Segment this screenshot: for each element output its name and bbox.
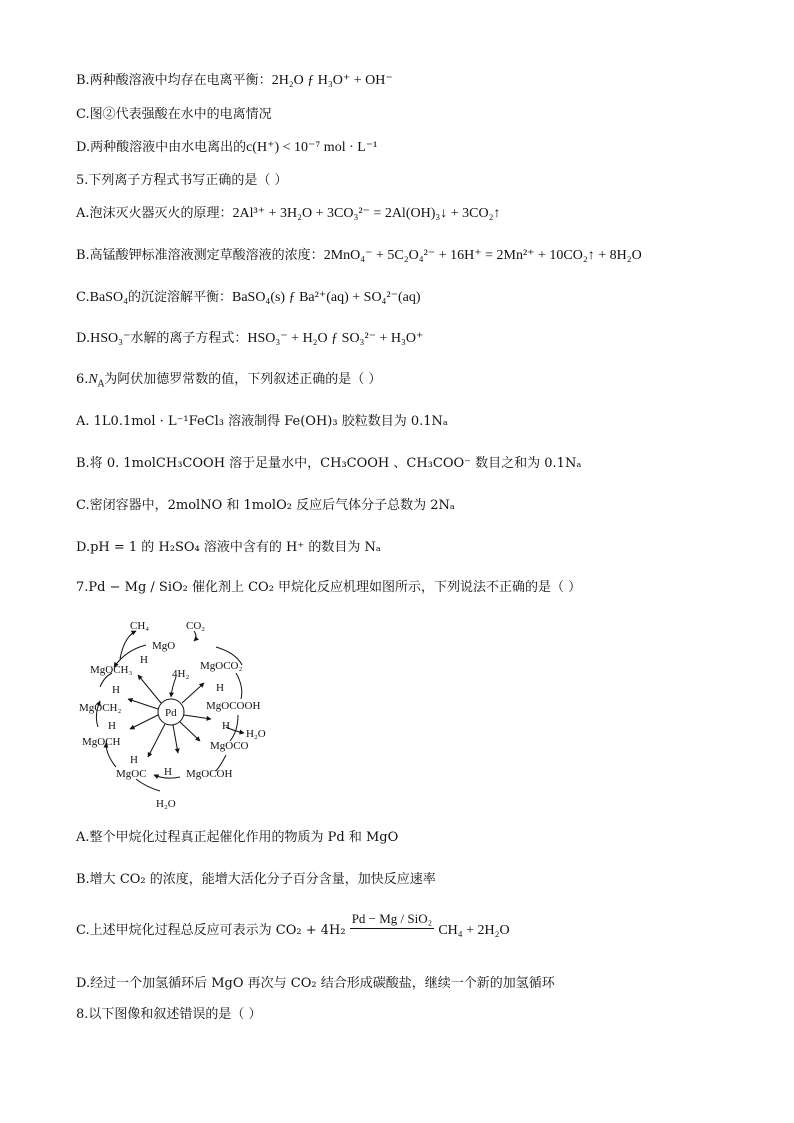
arc-mgocooh-mgoco — [230, 715, 238, 741]
q7-stem: 7.Pd − Mg / SiO₂ 催化剂上 CO₂ 甲烷化反应机理如图所示，下列说法不正确的是（ ） — [76, 580, 582, 595]
h-arrow-2 — [182, 683, 204, 703]
h-arrow-5 — [173, 725, 178, 753]
q6-option-a: A. 1L0.1mol · L⁻¹FeCl₃ 溶液制得 Fe(OH)₃ 胶粒数目为 0.1Nₐ — [76, 414, 448, 429]
mgoco2-label: MgOCO₂ — [200, 660, 243, 672]
q4-b-text: B.两种酸溶液中均存在电离平衡： — [76, 73, 272, 88]
h-label-6: H — [108, 720, 116, 732]
arc-co2-in — [194, 631, 196, 641]
mgoch2-label: MgOCH₂ — [79, 702, 122, 714]
arc-mgoco2-mgocooh — [236, 673, 242, 699]
q7-c-catalyst-arrow — [350, 910, 435, 929]
q6-option-b: B.将 0. 1molCH₃COOH 溶于足量水中，CH₃COOH 、CH₃COO⁻ 数目之和为 0.1Nₐ — [76, 456, 582, 471]
q5-d-label: D. — [76, 331, 91, 346]
mgoco-label: MgOCO — [210, 740, 249, 752]
h-arrow-1 — [138, 675, 161, 703]
mgoch3-label: MgOCH₃ — [90, 664, 133, 676]
ch4-label: CH₄ — [130, 620, 150, 632]
q4-d-equation: c(H⁺) < 10⁻⁷ mol · L⁻¹ — [246, 140, 378, 155]
q6-option-d: D.pH = 1 的 H₂SO₄ 溶液中含有的 H⁺ 的数目为 Nₐ — [76, 540, 381, 555]
q5-b-text: B.高锰酸钾标准溶液测定草酸溶液的浓度： — [76, 248, 324, 263]
co2-label: CO₂ — [186, 620, 206, 632]
q5-d-formula: HSO₃⁻ — [90, 331, 131, 346]
q6-na: N — [88, 372, 98, 387]
q5-option-c — [76, 289, 421, 307]
q7-c-catalyst: Pd − Mg / SiO₂ — [350, 910, 435, 929]
mgocooh-label: MgOCOOH — [206, 700, 261, 712]
q6-option-c: C.密闭容器中，2molNO 和 1molO₂ 反应后气体分子总数为 2Nₐ — [76, 498, 455, 513]
mgoc-label: MgOC — [116, 768, 147, 780]
h2o-path-2 — [136, 779, 160, 791]
h-label-4: H — [164, 766, 172, 778]
h-arrow-7 — [130, 715, 158, 729]
q5-c-text: 的沉淀溶解平衡： — [127, 290, 232, 305]
q5-d-equation: HSO₃⁻ + H₂O ƒ SO₃²⁻ + H₃O⁺ — [247, 331, 424, 346]
q5-option-b — [76, 247, 642, 265]
q4-b-equation: 2H₂O ƒ H₃O⁺ + OH⁻ — [271, 73, 393, 88]
h-label-5: H — [130, 754, 138, 766]
h-arrow-3 — [184, 715, 211, 719]
q4-option-d — [76, 139, 377, 157]
q5-c-formula: BaSO₄ — [89, 290, 128, 305]
q7-c-lead: C.上述甲烷化过程总反应可表示为 CO₂ + 4H₂ — [76, 923, 346, 938]
q7-option-b: B.增大 CO₂ 的浓度，能增大活化分子百分含量，加快反应速率 — [76, 872, 436, 887]
h2-label: 4H₂ — [172, 668, 190, 680]
mgoch-label: MgOCH — [82, 736, 121, 748]
h-label-1: H — [140, 654, 148, 666]
q5-option-d — [76, 330, 423, 348]
q7-option-a: A.整个甲烷化过程真正起催化作用的物质为 Pd 和 MgO — [76, 830, 399, 845]
q4-option-b — [76, 72, 393, 90]
mgo-label: MgO — [152, 640, 176, 652]
methanation-mechanism-diagram — [76, 615, 296, 815]
h2o-label-1: H₂O — [246, 728, 266, 740]
q6-na-sub: A — [97, 379, 105, 390]
h-label-3: H — [222, 720, 230, 732]
h-label-7: H — [112, 684, 120, 696]
mgocoh-label: MgOCOH — [186, 768, 233, 780]
h-arrow-4 — [180, 722, 200, 741]
q5-option-a — [76, 205, 500, 223]
q5-a-text: A.泡沫灭火器灭火的原理： — [76, 206, 233, 221]
q6-stem-text: 为阿伏加德罗常数的值，下列叙述正确的是（ ） — [104, 372, 382, 387]
q7-option-c — [76, 911, 510, 940]
q5-c-label: C. — [76, 290, 90, 305]
h2o-label-2: H₂O — [156, 798, 176, 810]
q5-stem: 5.下列离子方程式书写正确的是（ ） — [76, 173, 288, 188]
pd-label: Pd — [165, 707, 177, 719]
q5-c-equation: BaSO₄(s) ƒ Ba²⁺(aq) + SO₄²⁻(aq) — [231, 290, 421, 305]
h-label-2: H — [216, 682, 224, 694]
q5-a-equation: 2Al³⁺ + 3H₂O + 3CO₃²⁻ = 2Al(OH)₃↓ + 3CO₂↑ — [232, 206, 501, 221]
q7-c-tail: CH₄ + 2H₂O — [438, 923, 510, 938]
q8-stem: 8.以下图像和叙述错误的是（ ） — [76, 1007, 262, 1022]
h2-arrow — [171, 677, 176, 697]
q6-stem: $6.N_A$为阿伏加德罗常数的值，下列叙述正确的是（ ） — [76, 372, 382, 390]
q5-d-text: 水解的离子方程式： — [130, 331, 248, 346]
q7-option-d: D.经过一个加氢循环后 MgO 再次与 CO₂ 结合形成碳酸盐，继续一个新的加氢循环 — [76, 976, 555, 991]
h-arrow-6 — [148, 724, 165, 757]
arc-mgoch3-ch4 — [120, 631, 136, 659]
q4-option-c: C.图②代表强酸在水中的电离情况 — [76, 107, 272, 122]
q5-b-equation: 2MnO₄⁻ + 5C₂O₄²⁻ + 16H⁺ = 2Mn²⁺ + 10CO₂↑ + 8H₂O — [323, 248, 642, 263]
q4-d-text: D.两种酸溶液中由水电离出的 — [76, 140, 247, 155]
h-arrow-8 — [128, 699, 158, 709]
